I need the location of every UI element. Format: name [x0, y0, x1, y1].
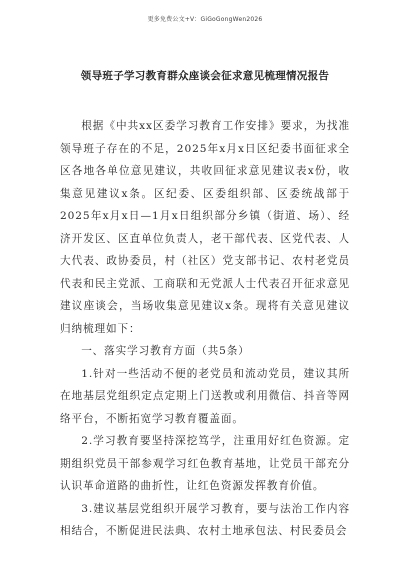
list-item: 1.针对一些活动不便的老党员和流动党员，建议其所在地基层党组织定点定期上门送教或利用微信、抖音等网络平台，不断拓宽学习教育覆盖面。 [60, 367, 350, 425]
intro-paragraph: 根据《中共xx区委学习教育工作安排》要求，为找准领导班子存在的不足，2025年x月x日区纪委书面征求全区各地各单位意见建议，共收回征求意见建议表x份，收集意见建议x条。区纪委、区委组织部、区委统战部于2025年x月x日—1月x日组织部分乡镇（街道、场）、经济开发区、区直单位负责人，老干部代表、区党代表、人大代表、政协委员，村（社区）党支部书记、农村老党员代表和民主党派、工商联和无党派人士代表召开征求意见建议座谈会，当场收集意见建议x条。现将有关意见建议归纳梳理如下： [60, 120, 350, 335]
list-item: 3.建议基层党组织开展学习教育，要与法治工作内容相结合，不断促进民法典、农村土地承包法、村民委员会 [60, 502, 350, 537]
list-item: 2.学习教育要坚持深挖笃学，注重用好红色资源。定期组织党员干部参观学习红色教育基地，让党员干部充分认识革命道路的曲折性，让红色资源发挥教育价值。 [60, 435, 350, 492]
header-note: 更多免费公文+V：GiGoGongWen2026 [147, 16, 263, 23]
document-body [60, 115, 350, 543]
document-title: 领导班子学习教育群众座谈会征求意见梳理情况报告 [80, 70, 330, 82]
section-heading: 一、落实学习教育方面（共5条） [81, 345, 250, 357]
